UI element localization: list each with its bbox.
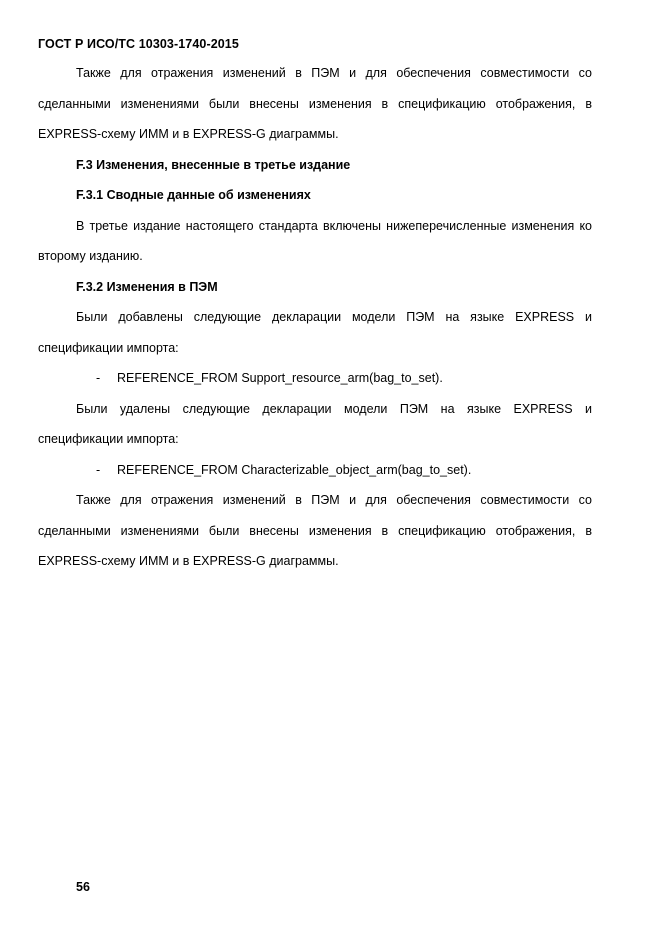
heading-f3-2: F.3.2 Изменения в ПЭМ — [76, 279, 218, 294]
list-item-added — [38, 363, 592, 394]
list-item-text: REFERENCE_FROM Support_resource_arm(bag_to_set). — [117, 371, 443, 385]
list-dash: - — [96, 462, 101, 477]
heading-f3: F.3 Изменения, внесенные в третье издание — [76, 157, 351, 172]
page-number: 56 — [76, 880, 90, 894]
paragraph-summary: В третье издание настоящего стандарта включены нижеперечисленные изменения ко второму изданию. — [38, 218, 592, 263]
list-dash: - — [96, 371, 101, 385]
paragraph-added: Были добавлены следующие декларации модели ПЭМ на языке EXPRESS и спецификации импорта: — [38, 310, 592, 355]
document-header: ГОСТ Р ИСО/ТС 10303-1740-2015 — [38, 37, 239, 51]
paragraph-removed: Были удалены следующие декларации модели ПЭМ на языке EXPRESS и спецификации импорта: — [38, 401, 592, 446]
list-item-text: REFERENCE_FROM Characterizable_object_arm(bag_to_set). — [117, 462, 472, 477]
list-item-removed — [38, 455, 592, 486]
heading-f3-1: F.3.1 Сводные данные об изменениях — [76, 188, 311, 202]
paragraph-intro: Также для отражения изменений в ПЭМ и для обеспечения совместимости со сделанными изменениями были внесены изменения в спецификацию отображения, в EXPRESS-схему ИММ и в EXPRESS-G диаграммы. — [38, 66, 592, 141]
paragraph-closing: Также для отражения изменений в ПЭМ и для обеспечения совместимости со сделанными изменениями были внесены изменения в спецификацию отображения, в EXPRESS-схему ИММ и в EXPRESS-G диаграммы. — [38, 493, 592, 568]
document-body — [38, 58, 592, 577]
